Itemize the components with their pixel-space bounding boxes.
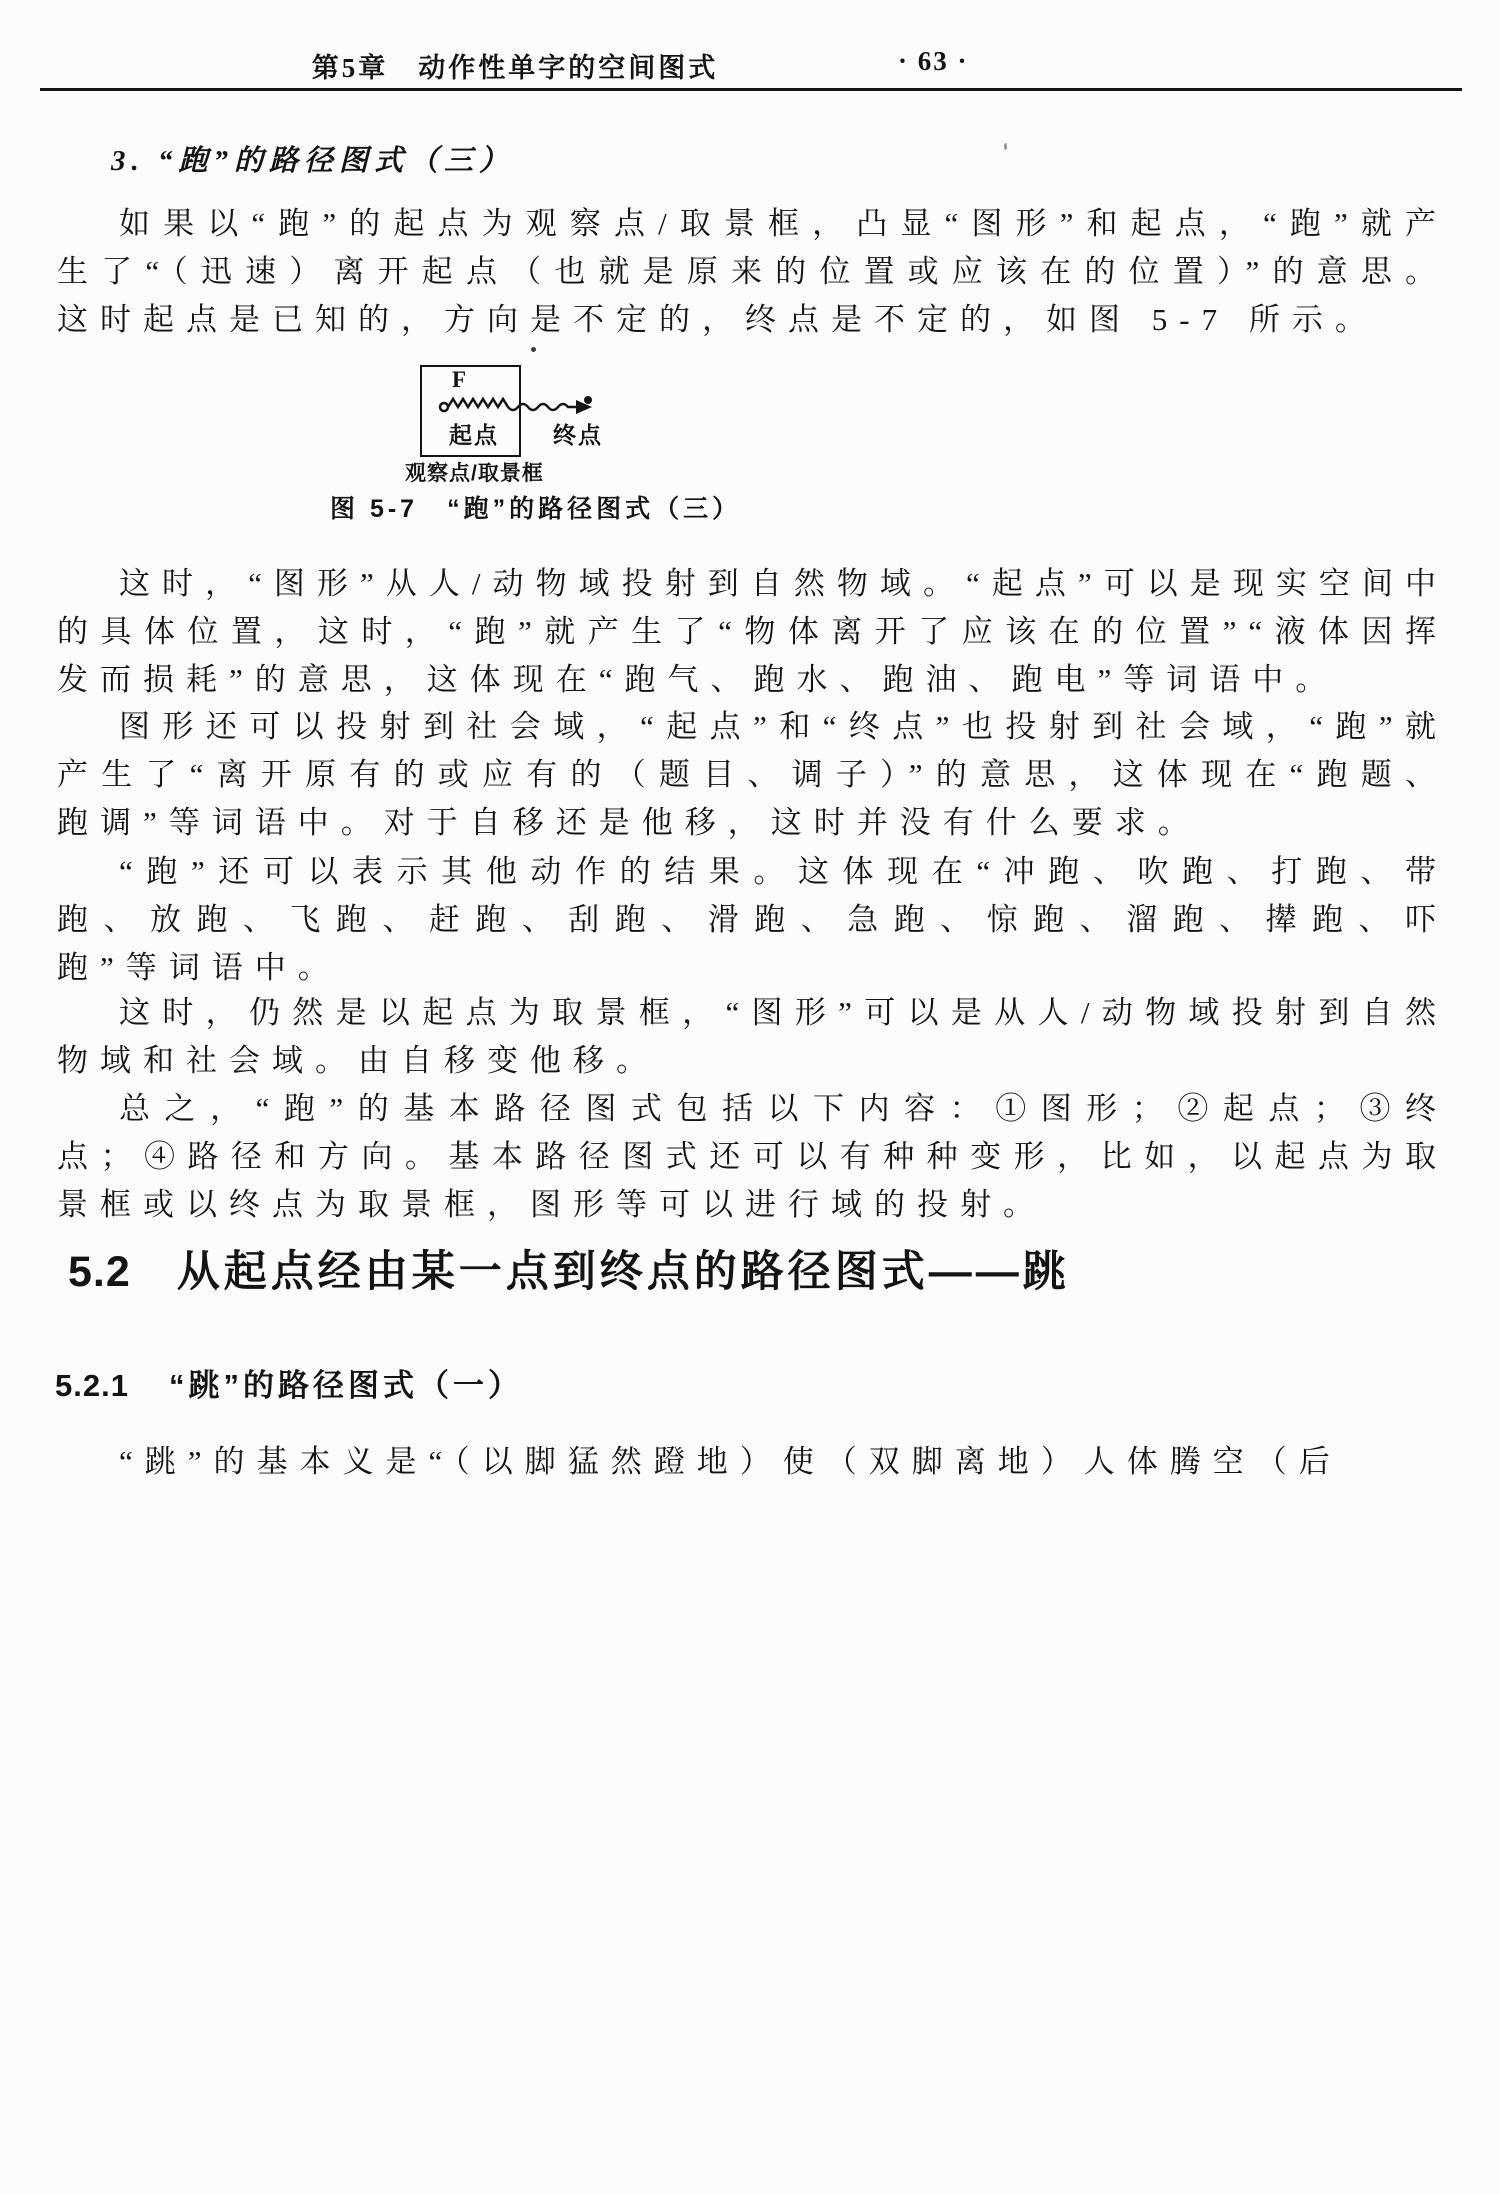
paragraph: 如果以“跑”的起点为观察点/取景框，凸显“图形”和起点，“跑”就产生了“（迅速）离开起点（也就是原来的位置或应该在的位置）”的意思。这时起点是已知的，方向是不定的，终点是不定的，如图 5-7 所示。	[57, 206, 1448, 337]
path-squiggle-arrow-icon	[438, 391, 598, 419]
paragraph: “跳”的基本义是“（以脚猛然蹬地）使（双脚离地）人体腾空（后	[119, 1444, 1342, 1479]
paragraph: 这时，“图形”从人/动物域投射到自然物域。“起点”可以是现实空间中的具体位置，这时，“跑”就产生了“物体离开了应该在的位置”“液体因挥发而损耗”的意思，这体现在“跑气、跑水、跑油、跑电”等词语中。	[57, 566, 1448, 697]
paragraph: “跑”还可以表示其他动作的结果。这体现在“冲跑、吹跑、打跑、带跑、放跑、飞跑、赶跑、刮跑、滑跑、急跑、惊跑、溜跑、撵跑、吓跑”等词语中。	[57, 854, 1448, 985]
section-number: 5.2	[68, 1248, 131, 1296]
scan-speck	[531, 347, 536, 352]
paragraph: 这时，仍然是以起点为取景框，“图形”可以是从人/动物域投射到自然物域和社会域。由自移变他移。	[57, 995, 1448, 1078]
paragraph: 总之，“跑”的基本路径图式包括以下内容：①图形；②起点；③终点；④路径和方向。基本路径图式还可以有种种变形，比如，以起点为取景框或以终点为取景框，图形等可以进行域的投射。	[57, 1091, 1448, 1222]
running-head-chapter-title: 第5章 动作性单字的空间图式	[311, 53, 719, 83]
figure-5-7	[0, 355, 1500, 540]
header-rule	[40, 88, 1462, 91]
section-title: 从起点经由某一点到终点的路径图式——跳	[176, 1248, 1070, 1296]
paragraph: 图形还可以投射到社会域，“起点”和“终点”也投射到社会域，“跑”就产生了“离开原有的或应有的（题目、调子）”的意思，这体现在“跑题、跑调”等词语中。对于自移还是他移，这时并没有什么要求。	[57, 709, 1448, 840]
section-number: 5.2.1	[55, 1368, 129, 1403]
section-heading-5-2-1	[55, 1366, 1455, 1406]
figure-viewpoint-label: 观察点/取景框	[405, 462, 544, 485]
section-heading-5-2	[68, 1242, 1468, 1302]
figure-end-label: 终点	[553, 422, 603, 448]
figure-caption: 图 5-7 “跑”的路径图式（三）	[330, 495, 742, 523]
figure-f-label: F	[452, 367, 467, 392]
figure-start-label: 起点	[449, 422, 499, 448]
subsection-heading-3: 3. “跑”的路径图式（三）	[111, 145, 515, 177]
section-title: “跳”的路径图式（一）	[168, 1368, 523, 1403]
page-number: · 63 ·	[898, 46, 969, 76]
